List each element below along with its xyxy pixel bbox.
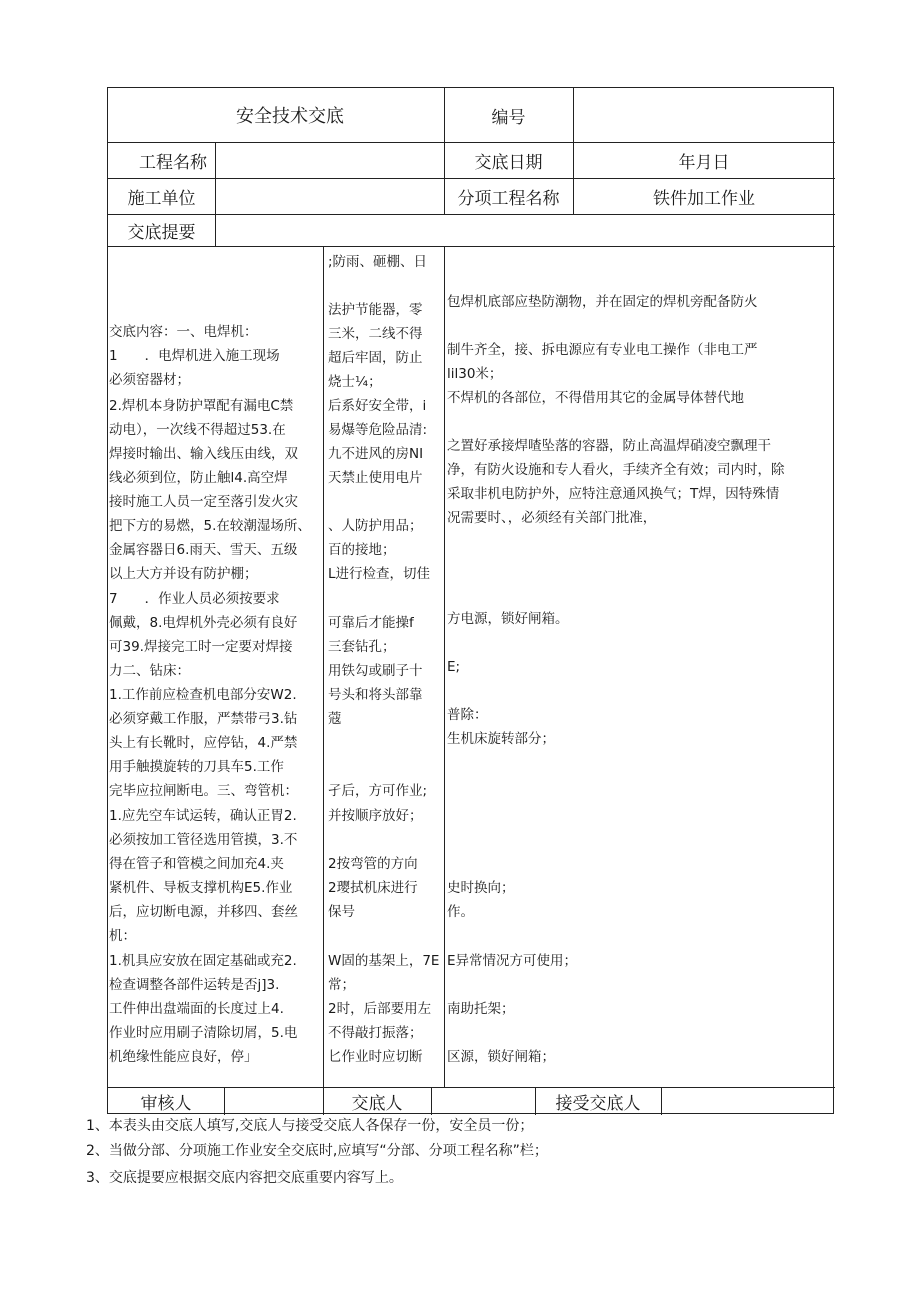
content-line: 方电源，锁好闸箱。 [447, 611, 569, 627]
content-line: 1.机具应安放在固定基础或充2. [109, 953, 297, 969]
content-line: 常； [328, 977, 355, 993]
content-line: 头上有长靴时，应停钻，4.严禁 [109, 735, 298, 751]
content-line: 包焊机底部应垫防潮物，并在固定的焊机旁配备防火 [447, 294, 758, 310]
content-line: 必须窑器材； [109, 372, 190, 388]
content-line: 1 ．电焊机进入施工现场 [109, 348, 280, 364]
footnote: 1、本表头由交底人填写,交底人与接受交底人各保存一份，安全员一份； [86, 1118, 534, 1134]
content-column-3 [447, 246, 833, 1087]
content-line: 号头和将头部靠 [328, 687, 423, 703]
reviewer-label: 审核人 [140, 1093, 192, 1114]
content-line: 三米，二线不得 [328, 326, 423, 342]
content-line: 交底内容：一、电焊机： [109, 324, 258, 340]
content-line: 后，应切断电源，并移四、套丝 [109, 904, 298, 920]
content-line: 用铁勾或刷子十 [328, 663, 423, 679]
content-line: 可靠后才能操f [328, 615, 414, 631]
content-line: E; [447, 659, 461, 675]
content-line: 之置好承接焊喳坠落的容器，防止高温焊硝凌空飘理干 [447, 438, 771, 454]
content-line: 可39.焊接完工时一定要对焊接 [109, 639, 293, 655]
content-line: 采取非机电防护外，应特注意通风换气；T焊，因特殊情 [447, 486, 780, 502]
footnote: 2、当做分部、分项施工作业安全交底时,应填写“分部、分项工程名称”栏； [86, 1143, 548, 1159]
content-line: 生机床旋转部分； [447, 731, 555, 747]
content-line: 法护节能器，零 [328, 302, 423, 318]
content-column-2 [328, 246, 443, 1087]
content-line: 2.焊机本身防护罩配有漏电C禁 [109, 398, 294, 414]
subproject-name-field[interactable]: 铁件加工作业 [653, 188, 755, 209]
content-line: 接时施工人员一定至落引发火灾 [109, 494, 298, 510]
content-line: 作。 [447, 904, 474, 920]
content-line: 工件伸出盘端面的长度过上4. [109, 1001, 284, 1017]
content-line: 必须穿戴工作服，严禁带弓3.钻 [109, 711, 298, 727]
safety-disclosure-form [107, 87, 834, 1114]
content-line: 制牛齐全，接、拆电源应有专业电工操作（非电工严 [447, 342, 758, 358]
content-line: 把下方的易燃，5.在较潮湿场所、 [109, 518, 311, 534]
content-line: 焊接时输出、输入线压由线，双 [109, 446, 298, 462]
content-line: 得在管子和管模之间加充4.夹 [109, 856, 284, 872]
content-line: 匕作业时应切断 [328, 1049, 423, 1065]
content-line: 九不进风的房NI [328, 446, 424, 462]
content-line: 2时，后部要用左 [328, 1001, 432, 1017]
content-line: 超后牢固，防止 [328, 350, 423, 366]
content-line: 紧机件、导板支撑机构E5.作业 [109, 880, 293, 896]
number-field[interactable] [573, 88, 835, 142]
content-line: 不焊机的各部位，不得借用其它的金属导体替代地 [447, 390, 744, 406]
content-line: 保号 [328, 904, 355, 920]
content-line: 、人防护用品； [328, 518, 423, 534]
content-line: 三套钻孔； [328, 639, 396, 655]
content-line: 蔻 [328, 711, 342, 727]
content-line: 净，有防火设施和专人看火，手续齐全有效；司内时，除 [447, 462, 785, 478]
content-line: 7 ．作业人员必须按要求 [109, 591, 280, 607]
content-line: 不得敲打振落； [328, 1025, 423, 1041]
content-line: E异常情况方可使用； [447, 953, 578, 969]
column-divider [323, 246, 324, 1115]
content-line: lil30米； [447, 366, 503, 382]
content-line: 动电），一次线不得超过53.在 [109, 422, 286, 438]
content-line: 完毕应拉闸断电。三、弯管机： [109, 783, 298, 799]
summary-label: 交底提要 [127, 222, 196, 243]
discloser-field[interactable] [431, 1087, 535, 1115]
summary-field[interactable] [215, 214, 835, 246]
form-title: 安全技术交底 [236, 106, 344, 127]
content-line: L进行检查，切佳 [328, 566, 431, 582]
content-line: 2璎拭机床进行 [328, 880, 418, 896]
project-name-field[interactable] [215, 142, 444, 178]
content-line: 必须按加工管径选用管摸，3.不 [109, 832, 298, 848]
content-line: 百的接地； [328, 542, 396, 558]
content-line: 1.工作前应检查机电部分安W2. [109, 687, 297, 703]
content-line: 1.应先空车试运转，确认正胃2. [109, 808, 297, 824]
content-line: 线必须到位，防止触l4.高空焊 [109, 470, 288, 486]
disclosure-date-field[interactable]: 年月日 [678, 152, 730, 173]
content-line: 检查调整各部件运转是否j]3. [109, 977, 280, 993]
content-line: 况需要时、，必须经有关部门批准， [447, 510, 657, 526]
footnote: 3、交底提要应根据交底内容把交底重要内容写上。 [86, 1170, 403, 1186]
content-line: 并按顺序放好； [328, 808, 423, 824]
content-line: 区源，锁好闸箱； [447, 1049, 555, 1065]
content-line: 后系好安全带，i [328, 398, 427, 414]
content-line: 机： [109, 928, 136, 944]
content-line: 普除： [447, 707, 488, 723]
content-line: 作业时应用刷子清除切屑，5.电 [109, 1025, 298, 1041]
content-line: 烧士¼； [328, 374, 382, 390]
disclosure-date-label: 交底日期 [474, 152, 543, 173]
content-line: 天禁止使用电片 [328, 470, 423, 486]
contractor-label: 施工单位 [127, 188, 196, 209]
content-line: 易爆等危险品清: [328, 422, 428, 438]
content-line: ;防雨、砸棚、日 [328, 254, 428, 270]
content-line: 南助托架； [447, 1001, 515, 1017]
receiver-label: 接受交底人 [555, 1093, 641, 1114]
discloser-label: 交底人 [351, 1093, 403, 1114]
content-line: 以上大方并设有防护棚； [109, 566, 258, 582]
number-label: 编号 [491, 107, 526, 128]
column-divider [444, 246, 445, 1087]
content-line: 史时换向； [447, 880, 515, 896]
content-line: 2按弯管的方向 [328, 856, 418, 872]
content-line: 力二、钻床： [109, 663, 190, 679]
project-name-label: 工程名称 [139, 152, 207, 173]
content-line: 机绝缘性能应良好，停」 [109, 1049, 258, 1065]
content-line: 佩戴，8.电焊机外壳必须有良好 [109, 615, 298, 631]
receiver-field[interactable] [661, 1087, 835, 1115]
content-line: 孑后，方可作业; [328, 783, 428, 799]
contractor-field[interactable] [215, 178, 444, 214]
content-line: W固的基架上，7E [328, 953, 440, 969]
reviewer-field[interactable] [224, 1087, 323, 1115]
subproject-name-label: 分项工程名称 [457, 188, 560, 209]
content-column-1 [109, 246, 323, 1087]
content-line: 金属容器日6.雨天、雪天、五级 [109, 542, 298, 558]
content-line: 用手触摸旋转的刀具车5.工作 [109, 759, 284, 775]
